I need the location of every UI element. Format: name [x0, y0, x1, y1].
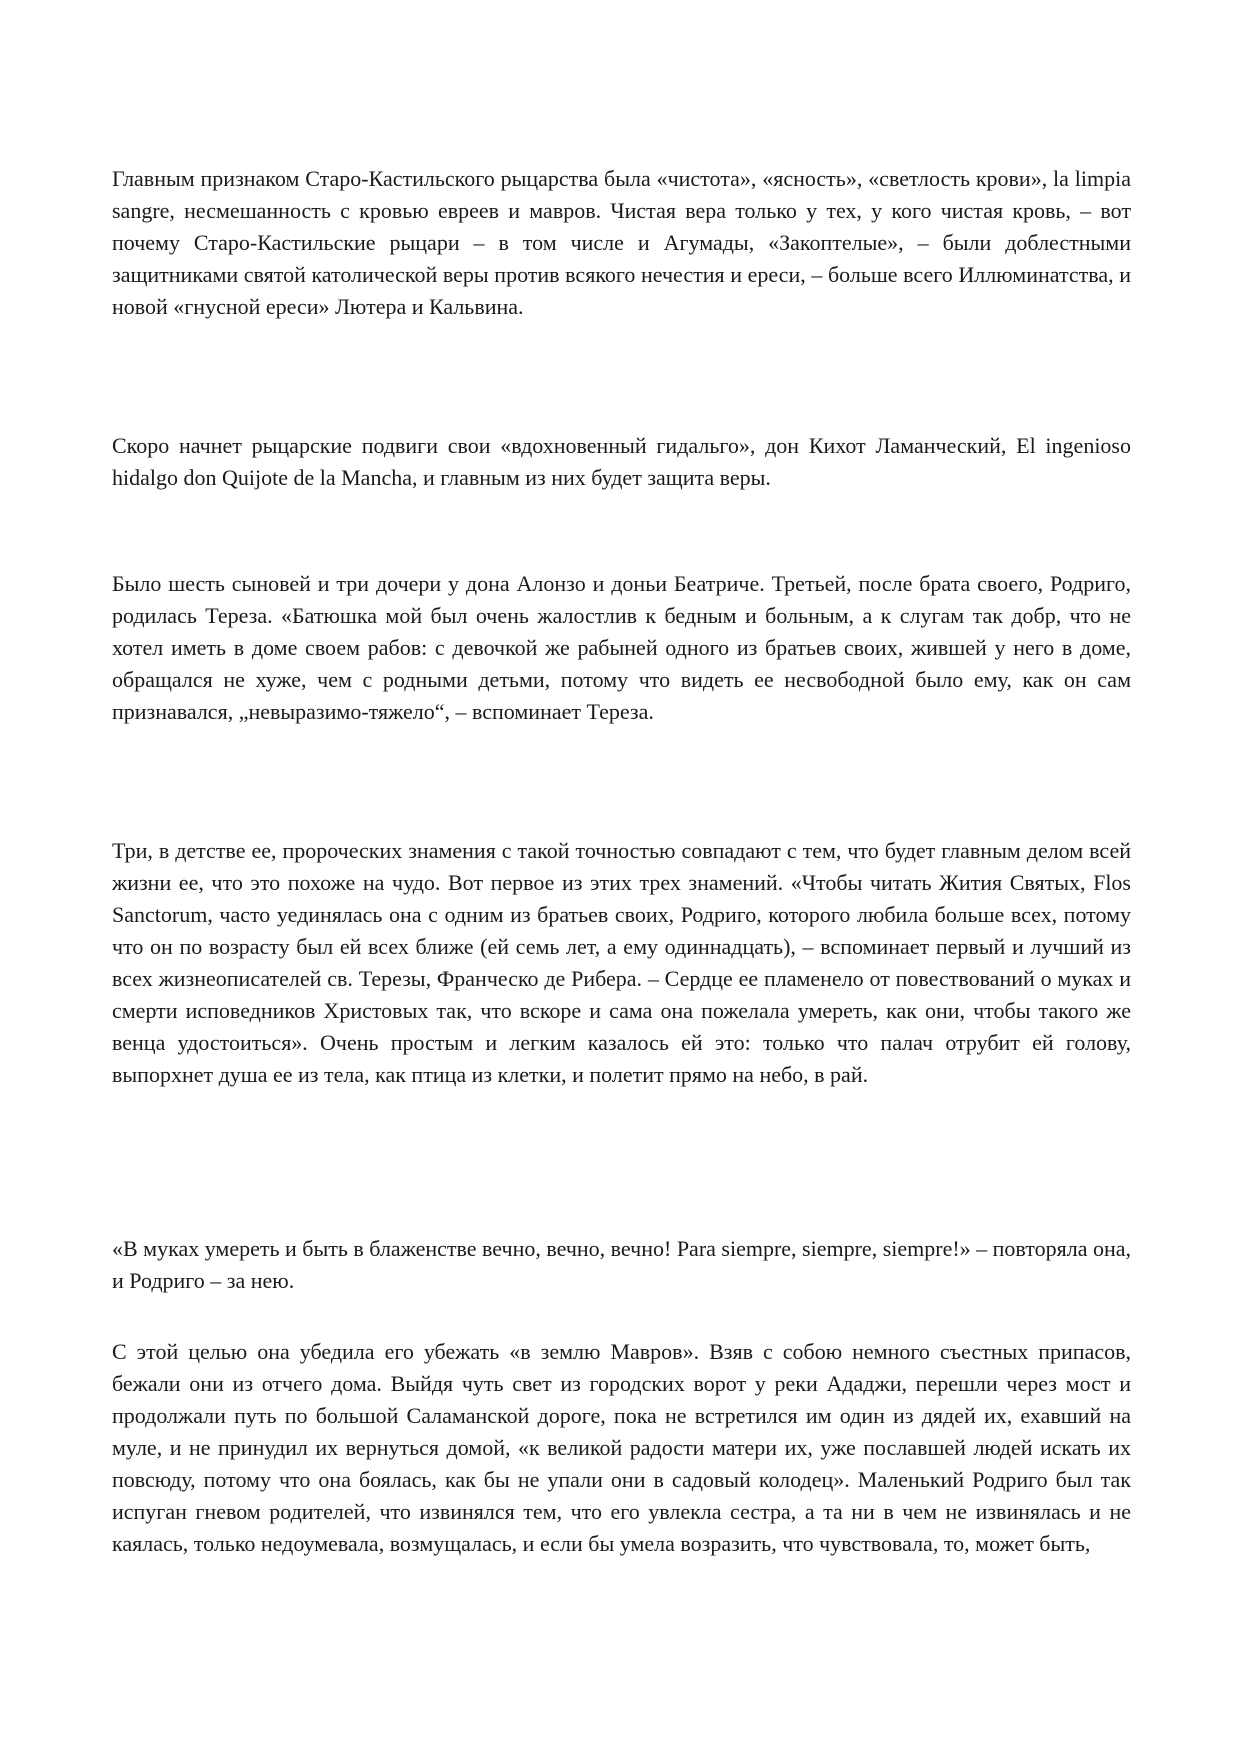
paragraph-6: С этой целью она убедила его убежать «в землю Мавров». Взяв с собою немного съестных припасов, бежали они из отчего дома. Выйдя чуть свет из городских ворот у реки Ададжи, перешли через мост и продолжали путь по большой Саламанской дороге, пока не встретился им один из дядей их, ехавший на муле, и не принудил их вернуться домой, «к великой радости матери их, уже пославшей людей искать их повсюду, потому что она боялась, как бы не упали они в садовый колодец». Маленький Родриго был так испуган гневом родителей, что извинялся тем, что его увлекла сестра, а та ни в чем не извинялась и не каялась, только недоумевала, возмущалась, и если бы умела возразить, что чувствовала, то, может быть, — [112, 1339, 1131, 1556]
paragraph-1: Главным признаком Старо-Кастильского рыцарства была «чистота», «ясность», «светлость крови», la limpia sangre, несмешанность с кровью евреев и мавров. Чистая вера только у тех, у кого чистая кровь, – вот почему Старо-Кастильские рыцари – в том числе и Агумады, «Закоптелые», – были доблестными защитниками святой католической веры против всякого нечестия и ереси, – больше всего Иллюминатства, и новой «гнусной ереси» Лютера и Кальвина. — [112, 166, 1131, 319]
paragraph-4: Три, в детстве ее, пророческих знамения с такой точностью совпадают с тем, что будет главным делом всей жизни ее, что это похоже на чудо. Вот первое из этих трех знамений. «Чтобы читать Жития Святых, Flos Sanctorum, часто уединялась она с одним из братьев своих, Родриго, которого любила больше всех, потому что он по возрасту был ей всех ближе (ей семь лет, а ему одиннадцать), – вспоминает первый и лучший из всех жизнеописателей св. Терезы, Франческо де Рибера. – Сердце ее пламенело от повествований о муках и смерти исповедников Христовых так, что вскоре и сама она пожелала умереть, как они, чтобы такого же венца удостоиться». Очень простым и легким казалось ей это: только что палач отрубит ей голову, выпорхнет душа ее из тела, как птица из клетки, и полетит прямо на небо, в рай. — [112, 838, 1131, 1087]
paragraph-2: Скоро начнет рыцарские подвиги свои «вдохновенный гидальго», дон Кихот Ламанческий, El ingenioso hidalgo don Quijote de la Mancha, и главным из них будет защита веры. — [112, 433, 1131, 490]
paragraph-5: «В муках умереть и быть в блаженстве вечно, вечно, вечно! Para siempre, siempre, siempre!» – повторяла она, и Родриго – за нею. — [112, 1236, 1131, 1293]
paragraph-3: Было шесть сыновей и три дочери у дона Алонзо и доньи Беатриче. Третьей, после брата своего, Родриго, родилась Тереза. «Батюшка мой был очень жалостлив к бедным и больным, а к слугам так добр, что не хотел иметь в доме своем рабов: с девочкой же рабыней одного из братьев своих, жившей у него в доме, обращался не хуже, чем с родными детьми, потому что видеть ее несвободной было ему, как он сам признавался, „невыразимо-тяжело“, – вспоминает Тереза. — [112, 571, 1131, 724]
